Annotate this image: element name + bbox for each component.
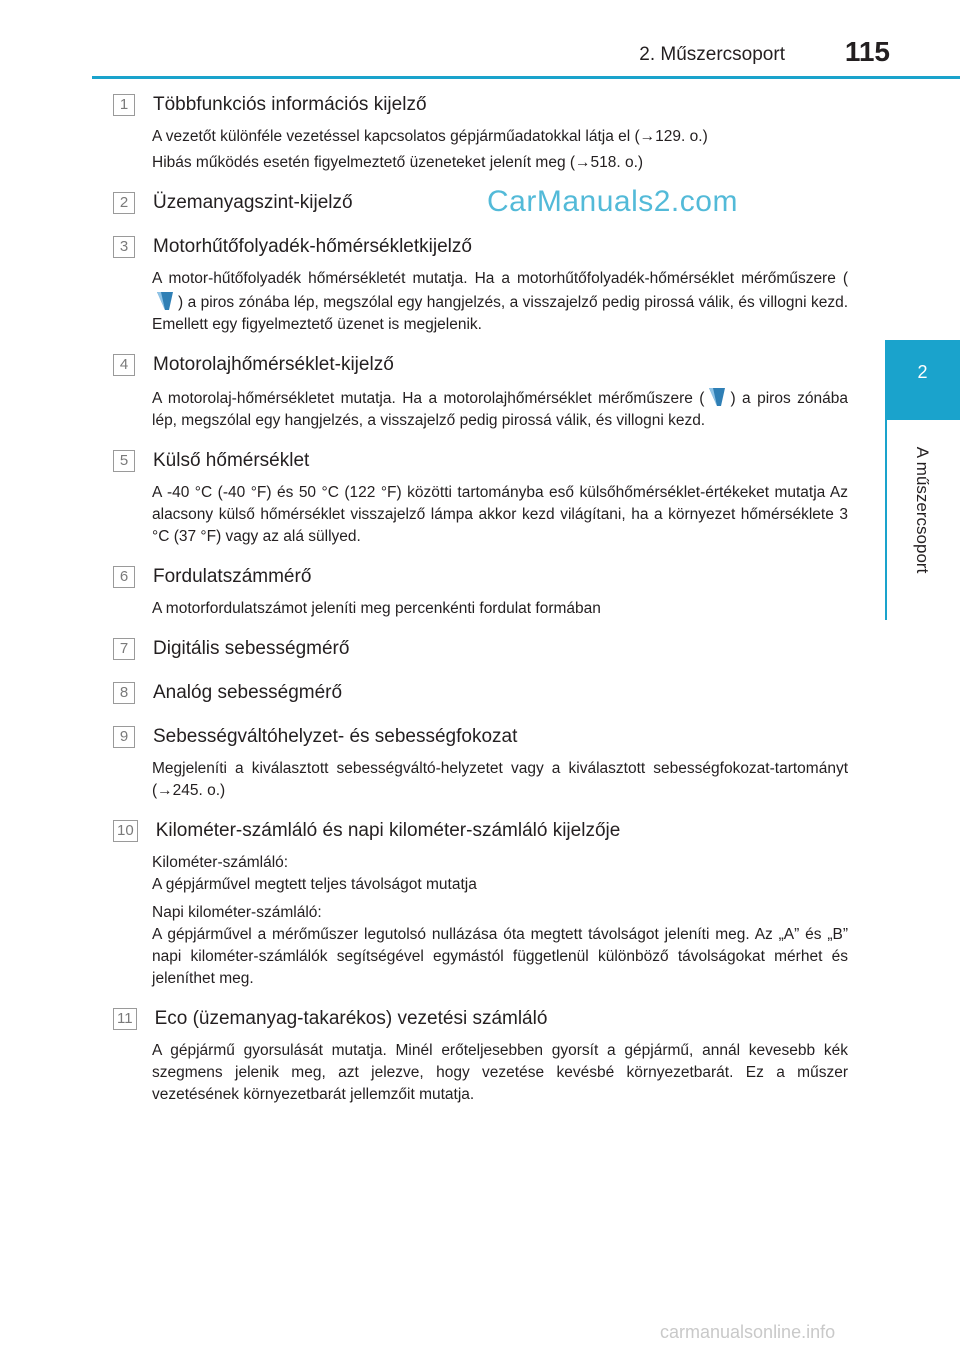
item-title: Motorhűtőfolyadék-hőmérsékletkijelző xyxy=(153,236,472,257)
description-line: A motorfordulatszámot jeleníti meg percenkénti fordulat formában xyxy=(152,600,601,617)
item-title: Üzemanyagszint-kijelző xyxy=(153,192,353,213)
item-number-badge: 9 xyxy=(113,726,135,748)
item-title: Többfunkciós információs kijelző xyxy=(153,94,427,115)
gauge-red-zone-icon xyxy=(706,386,728,408)
item-description xyxy=(152,126,848,174)
item-number-badge: 10 xyxy=(113,820,138,842)
item-description xyxy=(152,268,848,336)
item-number-badge: 6 xyxy=(113,566,135,588)
item-number-badge: 8 xyxy=(113,682,135,704)
list-item xyxy=(113,350,848,432)
item-title: Fordulatszámmérő xyxy=(153,566,312,587)
chapter-rule xyxy=(885,420,887,620)
section-title: 2. Műszercsoport xyxy=(639,44,785,65)
item-description xyxy=(152,386,848,432)
item-number-badge: 11 xyxy=(113,1008,137,1030)
item-description xyxy=(152,852,848,990)
watermark: CarManuals2.com xyxy=(487,185,738,218)
list-item xyxy=(113,562,848,620)
description-text: ) a piros zónába lép, megszólal egy hangjelzés, a visszajelző pedig pirossá válik, és villogni kezd. xyxy=(152,390,848,429)
item-title: Digitális sebességmérő xyxy=(153,638,350,659)
list-item xyxy=(113,816,848,990)
item-list xyxy=(113,90,848,1120)
page-number: 115 xyxy=(844,36,890,67)
item-number-badge: 3 xyxy=(113,236,135,258)
description-line: A gépjárművel megtett teljes távolságot mutatja xyxy=(152,876,477,893)
description-text: A motorolaj-hőmérsékletet mutatja. Ha a motorolajhőmérséklet mérőműszere ( xyxy=(152,390,705,407)
chapter-label: A műszercsoport xyxy=(913,446,932,574)
description-line: A vezetőt különféle vezetéssel kapcsolatos gépjárműadatokkal látja el (→129. o.) xyxy=(152,128,708,145)
description-line: Kilométer-számláló: xyxy=(152,854,289,871)
item-title: Motorolajhőmérséklet-kijelző xyxy=(153,354,394,375)
description-text: A motor-hűtőfolyadék hőmérsékletét mutatja. Ha a motorhűtőfolyadék-hőmérséklet mérőműszere ( xyxy=(152,270,848,287)
item-title: Külső hőmérséklet xyxy=(153,450,310,471)
description-line: A -40 °C (-40 °F) és 50 °C (122 °F) közötti tartományba eső külsőhőmérséklet-értékeket mutatja Az alacsony külső hőmérséklet visszajelző lámpa akkor kezd világítani, ha a környezet hőmérséklete 3 °C (37 °F) vagy az alá süllyed. xyxy=(152,484,848,545)
item-description xyxy=(152,758,848,802)
list-item xyxy=(113,1004,848,1106)
item-number-badge: 4 xyxy=(113,354,135,376)
description-line: A gépjármű gyorsulását mutatja. Minél erőteljesebben gyorsít a gépjármű, annál kevesebb kék szegmens jelenik meg, azt jelezve, hogy vezetése kevésbé környezetbarát. Ez a műszer vezetésének környezetbarát jellemzőit mutatja. xyxy=(152,1042,848,1103)
item-title: Sebességváltóhelyzet- és sebességfokozat xyxy=(153,726,518,747)
footer-watermark: carmanualsonline.info xyxy=(660,1322,836,1342)
item-number-badge: 2 xyxy=(113,192,135,214)
chapter-number: 2 xyxy=(917,362,928,382)
item-number-badge: 7 xyxy=(113,638,135,660)
item-description xyxy=(152,1040,848,1106)
item-title: Analóg sebességmérő xyxy=(153,682,343,703)
item-number-badge: 5 xyxy=(113,450,135,472)
list-item xyxy=(113,634,848,664)
item-description xyxy=(152,482,848,548)
list-item xyxy=(113,722,848,802)
list-item xyxy=(113,232,848,336)
description-line: Hibás működés esetén figyelmeztető üzeneteket jelenít meg (→518. o.) xyxy=(152,154,644,171)
description-line: Megjeleníti a kiválasztott sebességváltó-helyzetet vagy a kiválasztott sebességfokozat-tartományt (→245. o.) xyxy=(152,760,848,799)
item-description xyxy=(152,598,848,620)
item-number-badge: 1 xyxy=(113,94,135,116)
item-title: Eco (üzemanyag-takarékos) vezetési számláló xyxy=(154,1008,548,1029)
header-divider xyxy=(92,76,960,79)
gauge-red-zone-icon xyxy=(154,290,176,312)
description-line: A gépjárművel a mérőműszer legutolsó nullázása óta megtett távolságot jeleníti meg. Az „A” és „B” napi kilométer-számlálók segítségével egymástól függetlenül különböző távolságokat mérhet és jeleníthet meg. xyxy=(152,926,848,987)
list-item xyxy=(113,446,848,548)
list-item xyxy=(113,90,848,174)
list-item xyxy=(113,678,848,708)
description-text: ) a piros zónába lép, megszólal egy hangjelzés, a visszajelző pedig pirossá válik, és villogni kezd. Emellett egy figyelmeztető üzenet is megjelenik. xyxy=(152,294,848,333)
item-title: Kilométer-számláló és napi kilométer-számláló kijelzője xyxy=(155,820,621,841)
description-line: Napi kilométer-számláló: xyxy=(152,904,322,921)
list-item xyxy=(113,188,848,218)
